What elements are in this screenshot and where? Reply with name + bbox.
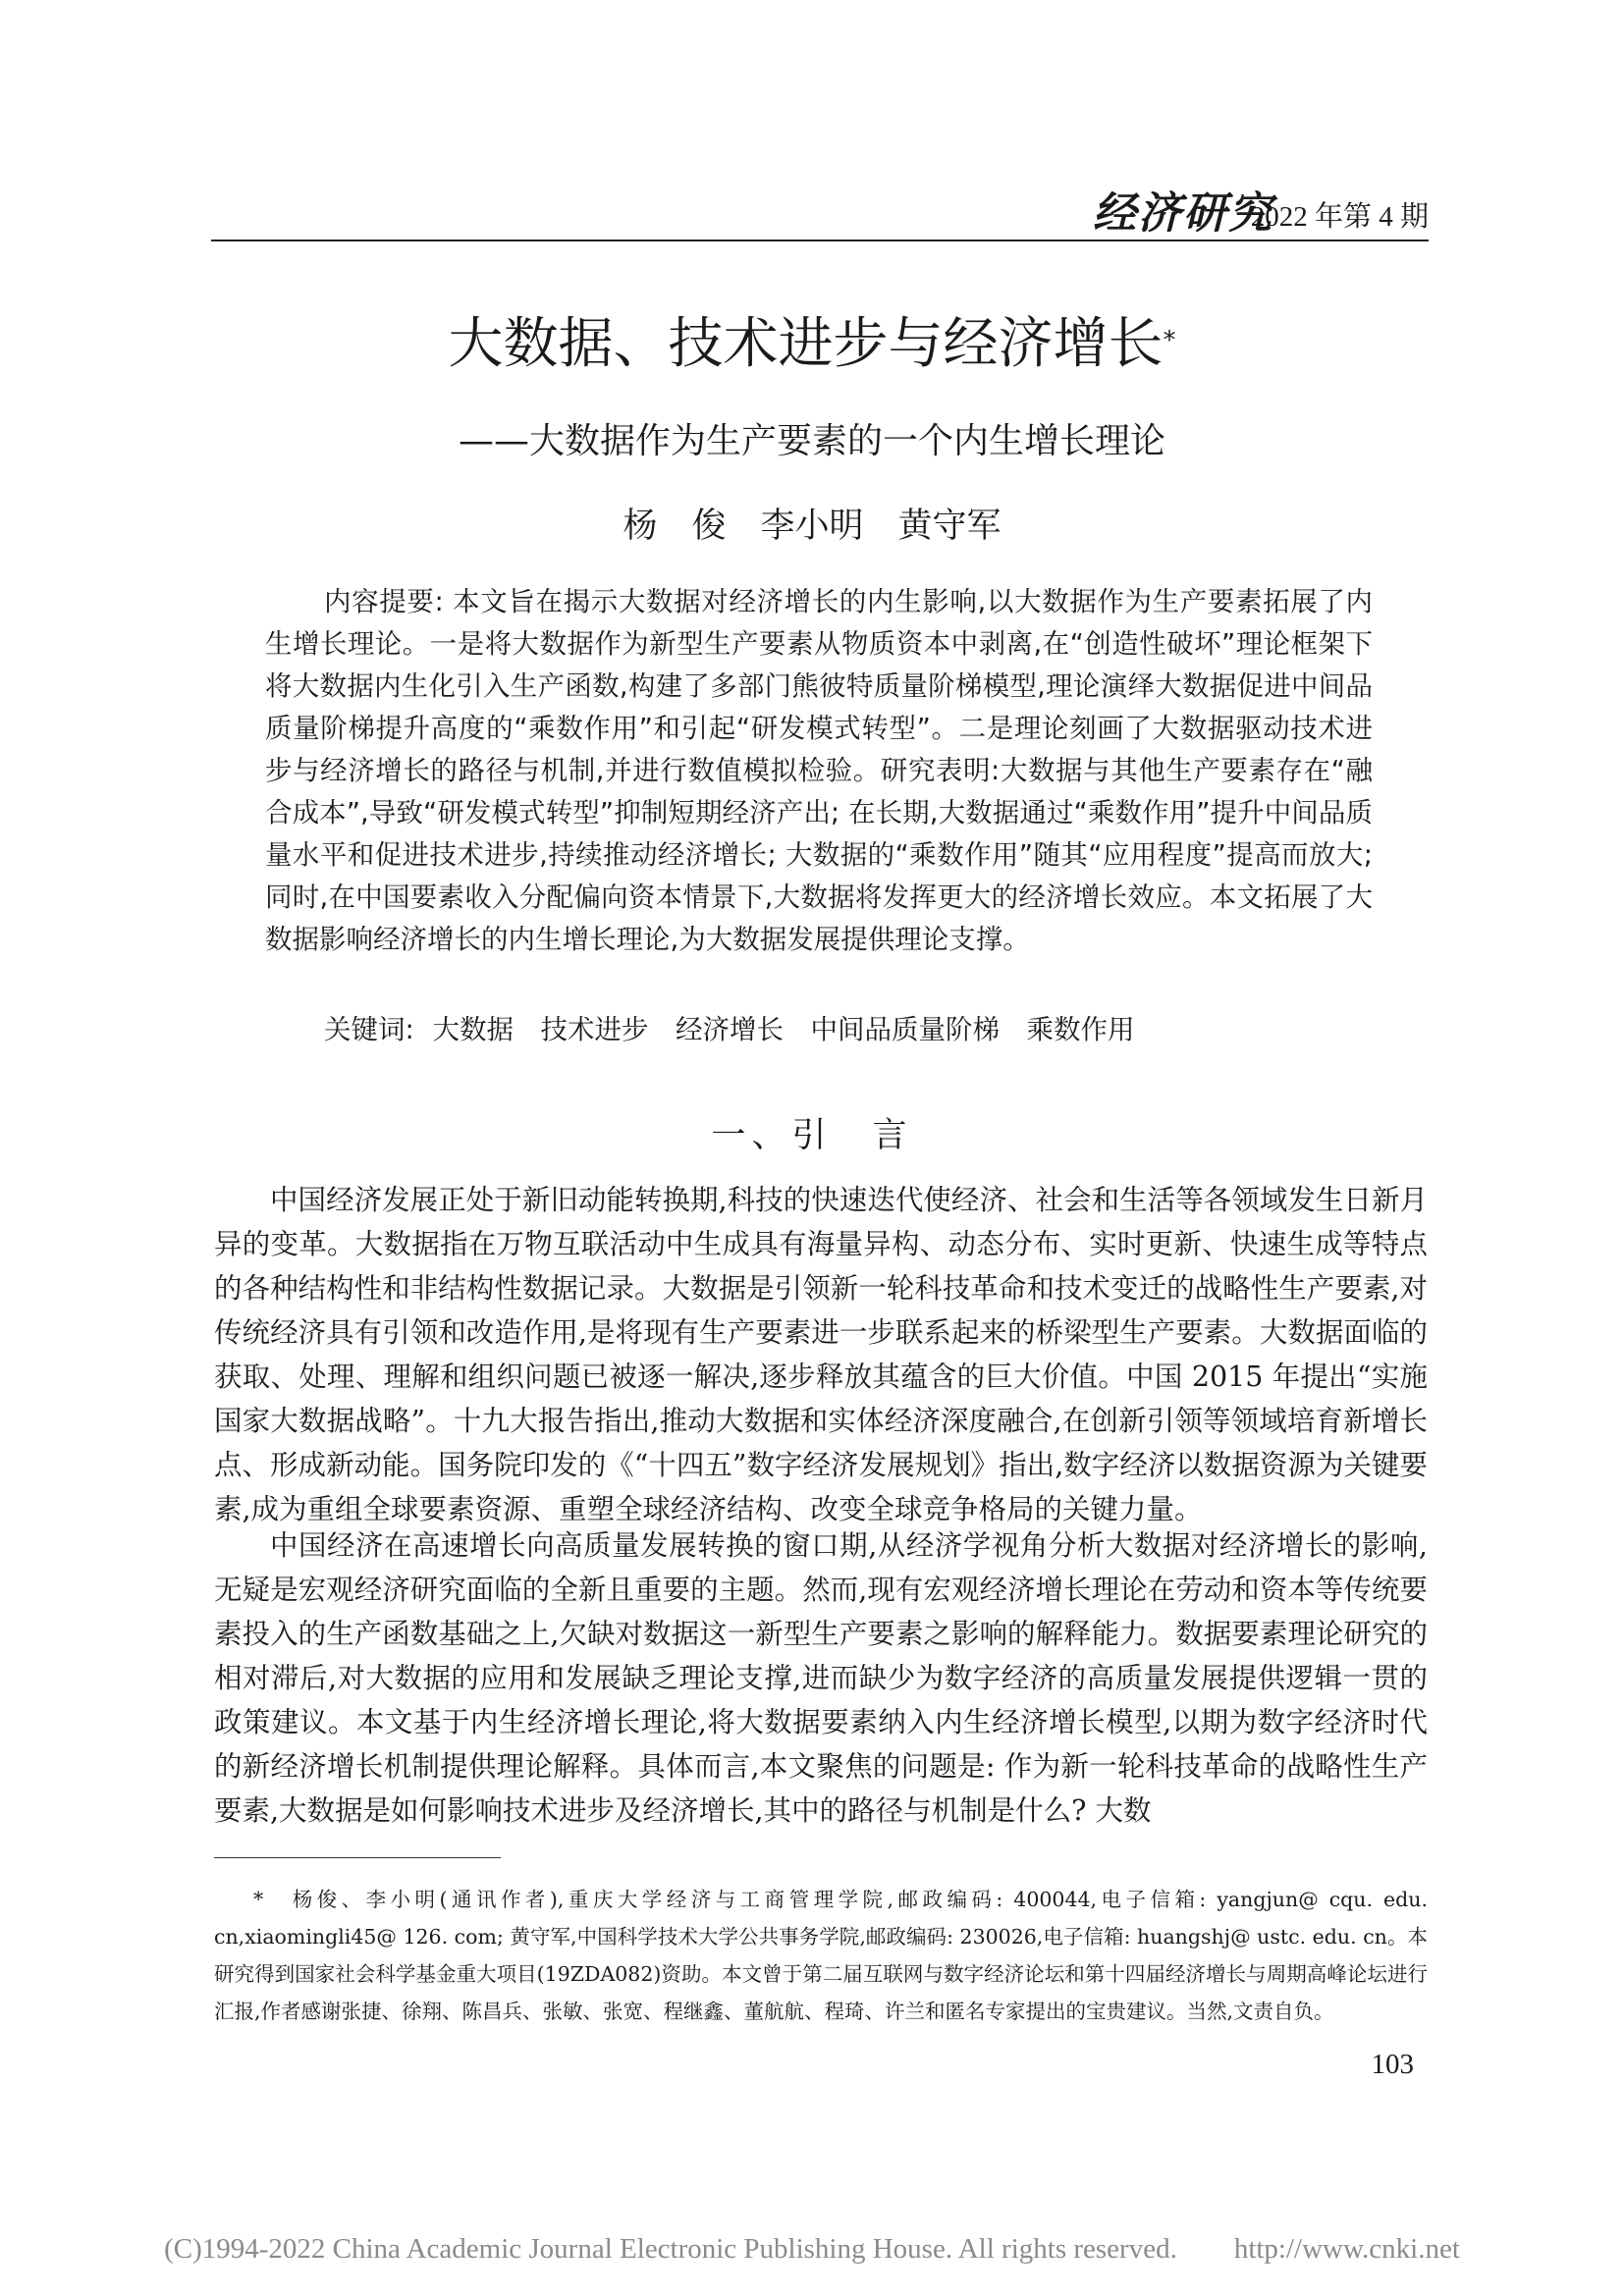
journal-issue: 2022 年第 4 期 — [1250, 201, 1429, 233]
page-number: 103 — [1371, 2049, 1414, 2080]
keywords: 关键词: 大数据 技术进步 经济增长 中间品质量阶梯 乘数作用 — [324, 1014, 1135, 1045]
journal-logo: 经济研究 — [1093, 188, 1273, 239]
article-subtitle: ——大数据作为生产要素的一个内生增长理论 — [458, 421, 1165, 461]
title-footnote-mark: * — [1163, 326, 1176, 355]
footnote-divider — [214, 1857, 501, 1858]
article-title — [0, 312, 1624, 377]
article-title-text: 大数据、技术进步与经济增长 — [448, 312, 1164, 376]
section-heading-introduction: 一、引 言 — [711, 1116, 913, 1155]
body-paragraph: 中国经济发展正处于新旧动能转换期,科技的快速迭代使经济、社会和生活等各领域发生日新月异的变革。大数据指在万物互联活动中生成具有海量异构、动态分布、实时更新、快速生成等特点的各种结构性和非结构性数据记录。大数据是引领新一轮科技革命和技术变迁的战略性生产要素,对传统经济具有引领和改造作用,是将现有生产要素进一步联系起来的桥梁型生产要素。大数据面临的获取、处理、理解和组织问题已被逐一解决,逐步释放其蕴含的巨大价值。中国 2015 年提出“实施国家大数据战略”。十九大报告指出,推动大数据和实体经济深度融合,在创新引领等领域培育新增长点、形成新动能。国务院印发的《“十四五”数字经济发展规划》指出,数字经济以数据资源为关键要素,成为重组全球要素资源、重塑全球经济结构、改变全球竞争格局的关键力量。 — [214, 1184, 1428, 1525]
copyright-notice: (C)1994-2022 China Academic Journal Electronic Publishing House. All rights reserved. http://www.cnki.net — [164, 2233, 1460, 2265]
article-authors: 杨 俊 李小明 黄守军 — [623, 507, 1001, 546]
footnote: * 杨俊、李小明(通讯作者),重庆大学经济与工商管理学院,邮政编码: 400044,电子信箱: yangjun@ cqu. edu. cn,xiaomingli45@ 126. com; 黄守军,中国科学技术大学公共事务学院,邮政编码: 230026,电子信箱: huangshj@ ustc. edu. cn。本研究得到国家社会科学基金重大项目(19ZDA082)资助。本文曾于第二届互联网与数字经济论坛和第十四届经济增长与周期高峰论坛进行汇报,作者感谢张捷、徐翔、陈昌兵、张敏、张宽、程继鑫、董航航、程琦、许兰和匿名专家提出的宝贵建议。当然,文责自负。 — [214, 1888, 1428, 2023]
journal-header — [211, 188, 1429, 241]
abstract: 内容提要: 本文旨在揭示大数据对经济增长的内生影响,以大数据作为生产要素拓展了内生增长理论。一是将大数据作为新型生产要素从物质资本中剥离,在“创造性破坏”理论框架下将大数据内生化引入生产函数,构建了多部门熊彼特质量阶梯模型,理论演绎大数据促进中间品质量阶梯提升高度的“乘数作用”和引起“研发模式转型”。二是理论刻画了大数据驱动技术进步与经济增长的路径与机制,并进行数值模拟检验。研究表明:大数据与其他生产要素存在“融合成本”,导致“研发模式转型”抑制短期经济产出; 在长期,大数据通过“乘数作用”提升中间品质量水平和促进技术进步,持续推动经济增长; 大数据的“乘数作用”随其“应用程度”提高而放大; 同时,在中国要素收入分配偏向资本情景下,大数据将发挥更大的经济增长效应。本文拓展了大数据影响经济增长的内生增长理论,为大数据发展提供理论支撑。 — [265, 586, 1373, 955]
body-paragraph: 中国经济在高速增长向高质量发展转换的窗口期,从经济学视角分析大数据对经济增长的影响,无疑是宏观经济研究面临的全新且重要的主题。然而,现有宏观经济增长理论在劳动和资本等传统要素投入的生产函数基础之上,欠缺对数据这一新型生产要素之影响的解释能力。数据要素理论研究的相对滞后,对大数据的应用和发展缺乏理论支撑,进而缺少为数字经济的高质量发展提供逻辑一贯的政策建议。本文基于内生经济增长理论,将大数据要素纳入内生经济增长模型,以期为数字经济时代的新经济增长机制提供理论解释。具体而言,本文聚焦的问题是: 作为新一轮科技革命的战略性生产要素,大数据是如何影响技术进步及经济增长,其中的路径与机制是什么? 大数 — [214, 1529, 1428, 1827]
